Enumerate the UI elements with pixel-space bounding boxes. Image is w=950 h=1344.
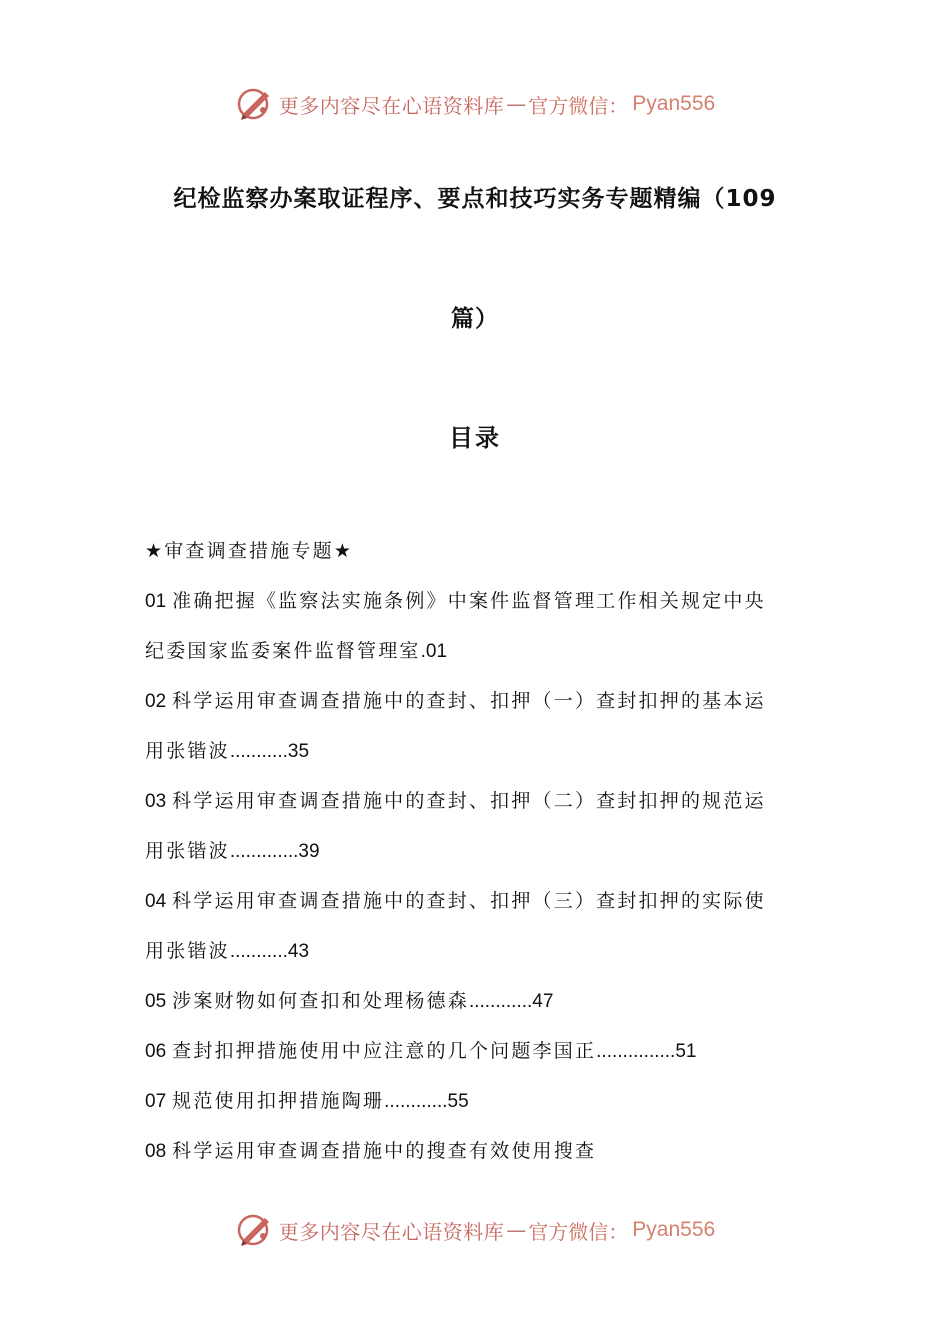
watermark-banner-top (0, 82, 950, 126)
toc-entry-text: 准确把握《监察法实施条例》中案件监督管理工作相关规定中央 (172, 590, 766, 612)
toc-entry-06[interactable] (145, 1026, 810, 1076)
document-title-line1: 纪检监察办案取证程序、要点和技巧实务专题精编（109 (173, 186, 777, 212)
pen-logo-icon (235, 1210, 275, 1250)
watermark-banner-bottom (0, 1208, 950, 1252)
watermark-slogan: 更多内容尽在心语资料库 (278, 1219, 505, 1244)
table-of-contents (145, 526, 810, 1176)
toc-entry-number: 06 (145, 1041, 167, 1062)
toc-entry-04-continued[interactable] (145, 926, 810, 976)
toc-entry-text: 用张锴波 (145, 840, 230, 862)
toc-entry-text: 科学运用审查调查措施中的查封、扣押（二）查封扣押的规范运 (172, 790, 766, 812)
watermark-wechat-id: Pyan556 (632, 1218, 716, 1241)
toc-entry-text: 纪委国家监委案件监督管理室 (145, 640, 421, 662)
toc-entry-01[interactable] (145, 576, 810, 626)
pen-logo-icon (235, 84, 275, 124)
toc-entry-page: ...........43 (229, 941, 310, 962)
toc-entry-02[interactable] (145, 676, 810, 726)
toc-heading: 目录 (449, 424, 501, 452)
section-heading: ★审查调查措施专题★ (145, 540, 354, 562)
toc-entry-05[interactable] (145, 976, 810, 1026)
toc-entry-text: 科学运用审查调查措施中的搜查有效使用搜查 (172, 1140, 597, 1162)
toc-entry-page: ...........35 (229, 741, 310, 762)
toc-entry-number: 08 (145, 1141, 167, 1162)
watermark-wechat-id: Pyan556 (632, 92, 716, 115)
toc-entry-07[interactable] (145, 1076, 810, 1126)
toc-entry-number: 01 (145, 591, 167, 612)
toc-entry-02-continued[interactable] (145, 726, 810, 776)
toc-entry-page: ...............51 (596, 1041, 697, 1062)
watermark-separator: — (506, 1218, 527, 1242)
toc-entry-08[interactable] (145, 1126, 810, 1176)
watermark-label: 官方微信： (528, 93, 629, 118)
toc-entry-04[interactable] (145, 876, 810, 926)
toc-entry-page: .01 (420, 641, 448, 662)
toc-entry-03[interactable] (145, 776, 810, 826)
toc-entry-page: ............47 (468, 991, 554, 1012)
toc-entry-page: ............55 (384, 1091, 469, 1112)
toc-entry-text: 科学运用审查调查措施中的查封、扣押（三）查封扣押的实际使 (172, 890, 766, 912)
toc-entry-number: 04 (145, 891, 167, 912)
toc-entry-text: 规范使用扣押措施陶珊 (172, 1090, 385, 1112)
watermark-label: 官方微信： (528, 1219, 629, 1244)
toc-entry-page: .............39 (229, 841, 320, 862)
toc-entry-text: 查封扣押措施使用中应注意的几个问题李国正 (172, 1040, 597, 1062)
watermark-separator: — (506, 92, 527, 116)
toc-entry-number: 05 (145, 991, 167, 1012)
toc-entry-text: 用张锴波 (145, 740, 230, 762)
watermark-slogan: 更多内容尽在心语资料库 (278, 93, 505, 118)
toc-entry-03-continued[interactable] (145, 826, 810, 876)
toc-entry-number: 07 (145, 1091, 167, 1112)
toc-entry-text: 用张锴波 (145, 940, 230, 962)
toc-entry-number: 03 (145, 791, 167, 812)
toc-entry-text: 涉案财物如何查扣和处理杨德森 (172, 990, 469, 1012)
toc-entry-01-continued[interactable] (145, 626, 810, 676)
toc-entry-text: 科学运用审查调查措施中的查封、扣押（一）查封扣押的基本运 (172, 690, 766, 712)
document-title-line2: 篇） (451, 306, 499, 332)
toc-entry-number: 02 (145, 691, 167, 712)
